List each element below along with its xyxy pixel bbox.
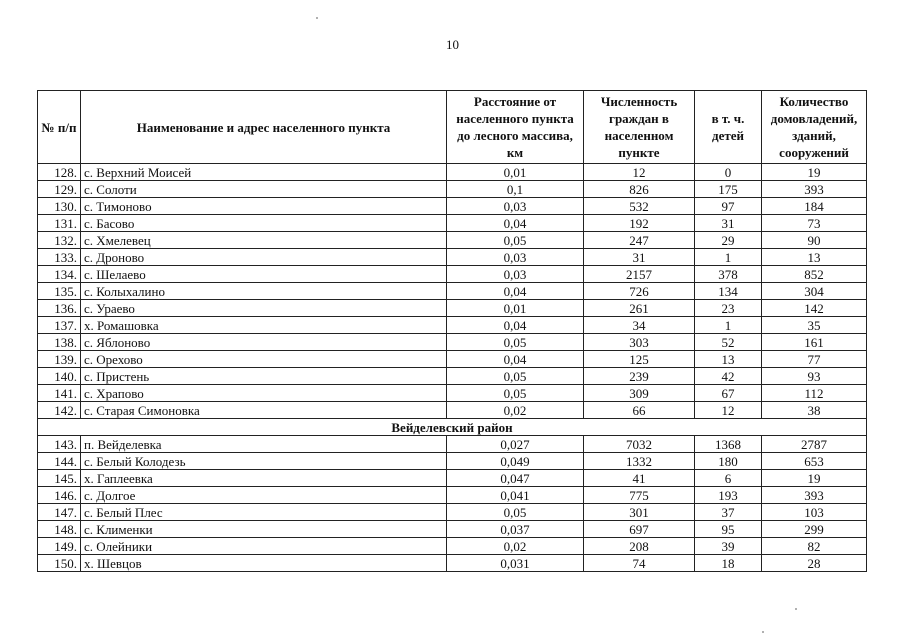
table-row <box>38 555 867 572</box>
cell-population: 303 <box>584 334 695 351</box>
cell-num: 149. <box>38 538 81 555</box>
cell-name: с. Пристень <box>81 368 447 385</box>
table-row <box>38 215 867 232</box>
cell-buildings: 393 <box>762 181 867 198</box>
cell-name: с. Тимоново <box>81 198 447 215</box>
cell-children: 180 <box>695 453 762 470</box>
cell-buildings: 112 <box>762 385 867 402</box>
cell-distance: 0,04 <box>447 317 584 334</box>
cell-children: 67 <box>695 385 762 402</box>
cell-children: 13 <box>695 351 762 368</box>
cell-distance: 0,02 <box>447 538 584 555</box>
cell-population: 532 <box>584 198 695 215</box>
table-district-section <box>38 419 867 436</box>
header-distance: Расстояние от населенного пункта до лесного массива, км <box>447 91 584 164</box>
cell-num: 150. <box>38 555 81 572</box>
cell-population: 208 <box>584 538 695 555</box>
cell-num: 135. <box>38 283 81 300</box>
cell-name: с. Долгое <box>81 487 447 504</box>
cell-distance: 0,027 <box>447 436 584 453</box>
scan-speck <box>762 631 764 633</box>
cell-population: 247 <box>584 232 695 249</box>
cell-buildings: 161 <box>762 334 867 351</box>
cell-population: 239 <box>584 368 695 385</box>
cell-population: 309 <box>584 385 695 402</box>
cell-buildings: 73 <box>762 215 867 232</box>
cell-population: 7032 <box>584 436 695 453</box>
cell-name: п. Вейделевка <box>81 436 447 453</box>
cell-population: 74 <box>584 555 695 572</box>
cell-buildings: 2787 <box>762 436 867 453</box>
cell-name: с. Белый Плес <box>81 504 447 521</box>
cell-children: 0 <box>695 164 762 181</box>
cell-children: 39 <box>695 538 762 555</box>
district-row <box>38 419 867 436</box>
cell-buildings: 13 <box>762 249 867 266</box>
cell-name: с. Ураево <box>81 300 447 317</box>
cell-children: 42 <box>695 368 762 385</box>
cell-num: 134. <box>38 266 81 283</box>
header-population: Численность граждан в населенном пункте <box>584 91 695 164</box>
table-row <box>38 334 867 351</box>
cell-name: с. Басово <box>81 215 447 232</box>
cell-buildings: 304 <box>762 283 867 300</box>
cell-children: 1 <box>695 317 762 334</box>
cell-buildings: 19 <box>762 470 867 487</box>
cell-distance: 0,041 <box>447 487 584 504</box>
cell-name: с. Белый Колодезь <box>81 453 447 470</box>
cell-name: с. Олейники <box>81 538 447 555</box>
cell-children: 378 <box>695 266 762 283</box>
cell-num: 142. <box>38 402 81 419</box>
cell-children: 12 <box>695 402 762 419</box>
cell-buildings: 90 <box>762 232 867 249</box>
table-row <box>38 300 867 317</box>
table-row <box>38 266 867 283</box>
cell-children: 31 <box>695 215 762 232</box>
settlements-table <box>37 90 867 572</box>
cell-distance: 0,037 <box>447 521 584 538</box>
cell-children: 29 <box>695 232 762 249</box>
table-row <box>38 232 867 249</box>
table-row <box>38 470 867 487</box>
page-number: 10 <box>446 37 459 52</box>
cell-num: 143. <box>38 436 81 453</box>
header-name: Наименование и адрес населенного пункта <box>81 91 447 164</box>
cell-name: с. Дроново <box>81 249 447 266</box>
cell-children: 37 <box>695 504 762 521</box>
cell-num: 140. <box>38 368 81 385</box>
header-buildings: Количество домовладений, зданий, сооружений <box>762 91 867 164</box>
cell-children: 95 <box>695 521 762 538</box>
cell-population: 192 <box>584 215 695 232</box>
table-body-section-b <box>38 436 867 572</box>
table-row <box>38 402 867 419</box>
cell-distance: 0,03 <box>447 266 584 283</box>
district-title: Вейделевский район <box>38 419 867 436</box>
cell-num: 141. <box>38 385 81 402</box>
cell-name: с. Верхний Моисей <box>81 164 447 181</box>
table-row <box>38 317 867 334</box>
cell-distance: 0,05 <box>447 385 584 402</box>
table-row <box>38 283 867 300</box>
cell-children: 193 <box>695 487 762 504</box>
cell-distance: 0,02 <box>447 402 584 419</box>
cell-buildings: 299 <box>762 521 867 538</box>
cell-name: с. Шелаево <box>81 266 447 283</box>
cell-distance: 0,01 <box>447 164 584 181</box>
cell-name: с. Клименки <box>81 521 447 538</box>
cell-name: х. Шевцов <box>81 555 447 572</box>
cell-children: 175 <box>695 181 762 198</box>
table-row <box>38 504 867 521</box>
cell-population: 41 <box>584 470 695 487</box>
cell-buildings: 93 <box>762 368 867 385</box>
cell-children: 134 <box>695 283 762 300</box>
cell-buildings: 38 <box>762 402 867 419</box>
cell-distance: 0,04 <box>447 215 584 232</box>
cell-num: 138. <box>38 334 81 351</box>
cell-population: 261 <box>584 300 695 317</box>
cell-distance: 0,031 <box>447 555 584 572</box>
scan-speck <box>795 608 797 610</box>
cell-num: 136. <box>38 300 81 317</box>
cell-population: 66 <box>584 402 695 419</box>
cell-buildings: 142 <box>762 300 867 317</box>
cell-buildings: 82 <box>762 538 867 555</box>
cell-name: с. Солоти <box>81 181 447 198</box>
table-row <box>38 181 867 198</box>
table-row <box>38 538 867 555</box>
cell-distance: 0,05 <box>447 504 584 521</box>
cell-population: 1332 <box>584 453 695 470</box>
table-row <box>38 368 867 385</box>
table-row <box>38 521 867 538</box>
cell-buildings: 852 <box>762 266 867 283</box>
cell-population: 12 <box>584 164 695 181</box>
cell-num: 145. <box>38 470 81 487</box>
table-header-row <box>38 91 867 164</box>
cell-distance: 0,049 <box>447 453 584 470</box>
cell-num: 128. <box>38 164 81 181</box>
cell-name: с. Колыхалино <box>81 283 447 300</box>
cell-num: 131. <box>38 215 81 232</box>
cell-name: с. Хмелевец <box>81 232 447 249</box>
cell-num: 147. <box>38 504 81 521</box>
cell-num: 129. <box>38 181 81 198</box>
cell-num: 148. <box>38 521 81 538</box>
cell-population: 775 <box>584 487 695 504</box>
cell-distance: 0,047 <box>447 470 584 487</box>
cell-distance: 0,01 <box>447 300 584 317</box>
cell-buildings: 35 <box>762 317 867 334</box>
cell-distance: 0,05 <box>447 232 584 249</box>
cell-population: 301 <box>584 504 695 521</box>
cell-buildings: 653 <box>762 453 867 470</box>
scan-speck <box>316 17 318 19</box>
cell-distance: 0,03 <box>447 198 584 215</box>
table-row <box>38 487 867 504</box>
table-row <box>38 249 867 266</box>
cell-buildings: 103 <box>762 504 867 521</box>
table-row <box>38 385 867 402</box>
cell-name: с. Яблоново <box>81 334 447 351</box>
table-row <box>38 453 867 470</box>
cell-num: 137. <box>38 317 81 334</box>
cell-distance: 0,04 <box>447 351 584 368</box>
cell-distance: 0,03 <box>447 249 584 266</box>
cell-distance: 0,05 <box>447 334 584 351</box>
cell-num: 133. <box>38 249 81 266</box>
cell-population: 826 <box>584 181 695 198</box>
table-row <box>38 164 867 181</box>
cell-distance: 0,1 <box>447 181 584 198</box>
cell-buildings: 77 <box>762 351 867 368</box>
cell-children: 1 <box>695 249 762 266</box>
cell-population: 2157 <box>584 266 695 283</box>
table-row <box>38 436 867 453</box>
cell-population: 125 <box>584 351 695 368</box>
cell-name: с. Старая Симоновка <box>81 402 447 419</box>
cell-buildings: 393 <box>762 487 867 504</box>
cell-population: 697 <box>584 521 695 538</box>
cell-population: 31 <box>584 249 695 266</box>
cell-buildings: 184 <box>762 198 867 215</box>
cell-num: 144. <box>38 453 81 470</box>
cell-num: 130. <box>38 198 81 215</box>
cell-buildings: 19 <box>762 164 867 181</box>
cell-buildings: 28 <box>762 555 867 572</box>
cell-children: 1368 <box>695 436 762 453</box>
cell-population: 726 <box>584 283 695 300</box>
cell-name: с. Храпово <box>81 385 447 402</box>
table-body-section-a <box>38 164 867 419</box>
header-num: № п/п <box>38 91 81 164</box>
cell-children: 52 <box>695 334 762 351</box>
cell-distance: 0,05 <box>447 368 584 385</box>
cell-children: 6 <box>695 470 762 487</box>
cell-population: 34 <box>584 317 695 334</box>
cell-name: х. Гаплеевка <box>81 470 447 487</box>
cell-name: с. Орехово <box>81 351 447 368</box>
cell-children: 23 <box>695 300 762 317</box>
cell-children: 97 <box>695 198 762 215</box>
cell-num: 132. <box>38 232 81 249</box>
cell-name: х. Ромашовка <box>81 317 447 334</box>
cell-num: 146. <box>38 487 81 504</box>
table-row <box>38 351 867 368</box>
cell-children: 18 <box>695 555 762 572</box>
header-children: в т. ч. детей <box>695 91 762 164</box>
cell-num: 139. <box>38 351 81 368</box>
cell-distance: 0,04 <box>447 283 584 300</box>
table-row <box>38 198 867 215</box>
